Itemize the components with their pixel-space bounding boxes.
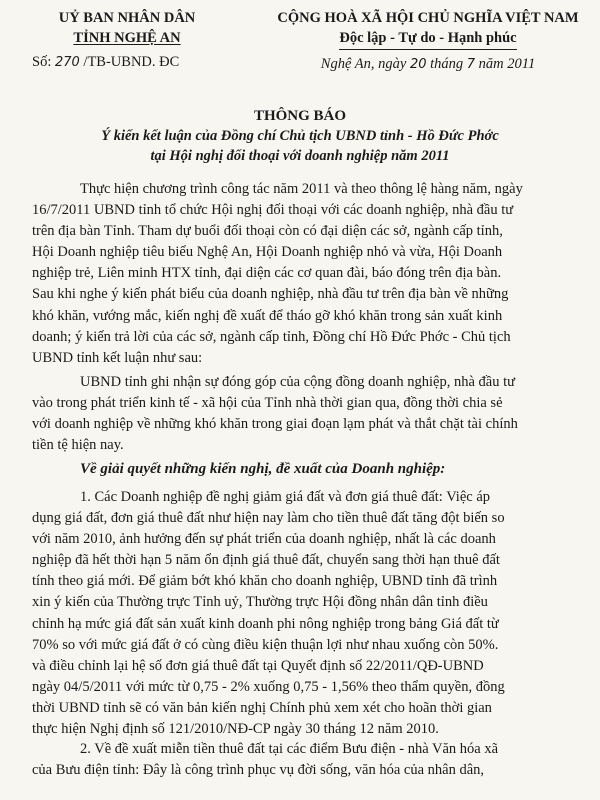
section-heading-text: Về giải quyết những kiến nghị, đề xuất của Doanh nghiệp:: [80, 461, 446, 477]
text-line: tính theo giá mới. Để giảm bớt khó khăn cho doanh nghiệp, UBND tỉnh đã trình: [32, 573, 498, 590]
section-heading: [0, 459, 600, 480]
text-line: và điều chỉnh lại hệ số đơn giá thuê đất tại Quyết định số 22/2011/QĐ-UBND: [32, 657, 484, 674]
text-line: với năm 2010, ảnh hưởng đến sự phát triển của doanh nghiệp, nhất là các doanh: [32, 531, 496, 548]
text-line: Hội Doanh nghiệp tiêu biểu Nghệ An, Hội Doanh nghiệp nhỏ và vừa, Hội Doanh: [32, 244, 503, 261]
text-line: 2. Về đề xuất miễn tiền thuê đất tại các điểm Bưu điện - nhà Văn hóa xã: [80, 741, 499, 757]
text-line: 70% so với mức giá đất ở có cùng điều kiện thuận lợi như nhau xuống còn 50%.: [32, 636, 499, 653]
authority-name: UỶ BAN NHÂN DÂN: [58, 10, 196, 26]
document-subtitle-line-2: tại Hội nghị đối thoại với doanh nghiệp năm 2011: [150, 148, 450, 164]
paragraph-intro: [0, 179, 600, 369]
text-line: vào trong phát triển kinh tế - xã hội của Tỉnh nhà thời gian qua, đồng thời chia sẻ: [32, 395, 503, 412]
handwritten-day: 20: [409, 57, 427, 72]
province-name: TỈNH NGHỆ AN: [73, 30, 181, 46]
document-number: Số: 270 /TB-UBND. ĐC: [32, 54, 180, 70]
paragraph-item-2: [0, 739, 600, 781]
text-line: Sau khi nghe ý kiến phát biểu của doanh nghiệp, nhà đầu tư trên địa bàn về những: [32, 286, 509, 303]
handwritten-month: 7: [466, 57, 476, 72]
text-line: nghiệp đã hết thời hạn 5 năm ổn định giá thuê đất, chuyển sang thời hạn thuê đất: [32, 552, 500, 569]
text-line: với doanh nghiệp về những khó khăn trong giai đoạn lạm phát và thắt chặt tài chính: [32, 416, 518, 433]
text-line: khó khăn, vướng mắc, kiến nghị đề xuất để tháo gỡ khó khăn trong sản xuất kinh: [32, 307, 503, 324]
text-line: UBND tỉnh ghi nhận sự đóng góp của cộng đồng doanh nghiệp, nhà đầu tư: [80, 374, 515, 390]
national-motto-block: [262, 8, 594, 75]
text-line: ngày 04/5/2011 với mức từ 0,75 - 2% xuống 0,75 - 1,56% theo thẩm quyền, đồng: [32, 678, 505, 695]
issuing-authority-block: [32, 8, 222, 73]
text-line: 1. Các Doanh nghiệp đề nghị giảm giá đất và đơn giá thuê đất: Việc áp: [80, 489, 491, 505]
text-line: xin ý kiến của Thường trực Tỉnh uỷ, Thường trực Hội đồng nhân dân tỉnh điều: [32, 594, 488, 611]
document-subtitle-line-1: Ý kiến kết luận của Đồng chí Chủ tịch UBND tỉnh - Hồ Đức Phớc: [101, 128, 499, 144]
nation-name: CỘNG HOÀ XÃ HỘI CHỦ NGHĨA VIỆT NAM: [277, 10, 579, 26]
handwritten-number: 270: [54, 55, 80, 70]
document-title: THÔNG BÁO: [253, 108, 347, 124]
text-line: trên địa bàn Tỉnh. Tham dự buổi đối thoại còn có đại diện các sở, ngành cấp tỉnh,: [32, 223, 503, 240]
text-line: của Bưu điện tỉnh: Đây là công trình phục vụ đời sống, văn hóa của nhân dân,: [32, 762, 485, 779]
document-date: Nghệ An, ngày 20 tháng 7 năm 2011: [320, 56, 536, 72]
text-line: thời UBND tỉnh sẽ có văn bản kiến nghị Chính phủ xem xét cho hoãn thời gian: [32, 699, 492, 716]
text-line: Thực hiện chương trình công tác năm 2011 và theo thông lệ hàng năm, ngày: [80, 181, 523, 197]
text-line: UBND tỉnh kết luận như sau:: [32, 349, 203, 366]
text-line: tiền tệ hiện nay.: [32, 437, 124, 454]
text-line: nghiệp trẻ, Liên minh HTX tỉnh, đại diện các cơ quan đài, báo đóng trên địa bàn.: [32, 265, 502, 282]
national-motto: Độc lập - Tự do - Hạnh phúc: [339, 28, 516, 50]
text-line: thực hiện Nghị định số 121/2010/NĐ-CP ngày 30 tháng 12 năm 2010.: [32, 721, 439, 738]
text-line: 16/7/2011 UBND tỉnh tổ chức Hội nghị đối thoại với các doanh nghiệp, nhà đầu tư: [32, 202, 514, 219]
paragraph-item-1: [0, 487, 600, 740]
text-line: dụng giá đất, đơn giá thuê đất như hiện nay làm cho tiền thuê đất tăng đột biến so: [32, 510, 505, 527]
text-line: chỉnh hạ mức giá đất sản xuất kinh doanh phi nông nghiệp trong bảng Giá đất từ: [32, 615, 499, 632]
text-line: doanh; ý kiến trả lời của các sở, ngành cấp tỉnh, Đồng chí Hồ Đức Phớc - Chủ tịch: [32, 328, 511, 345]
paragraph-acknowledgement: [0, 372, 600, 456]
